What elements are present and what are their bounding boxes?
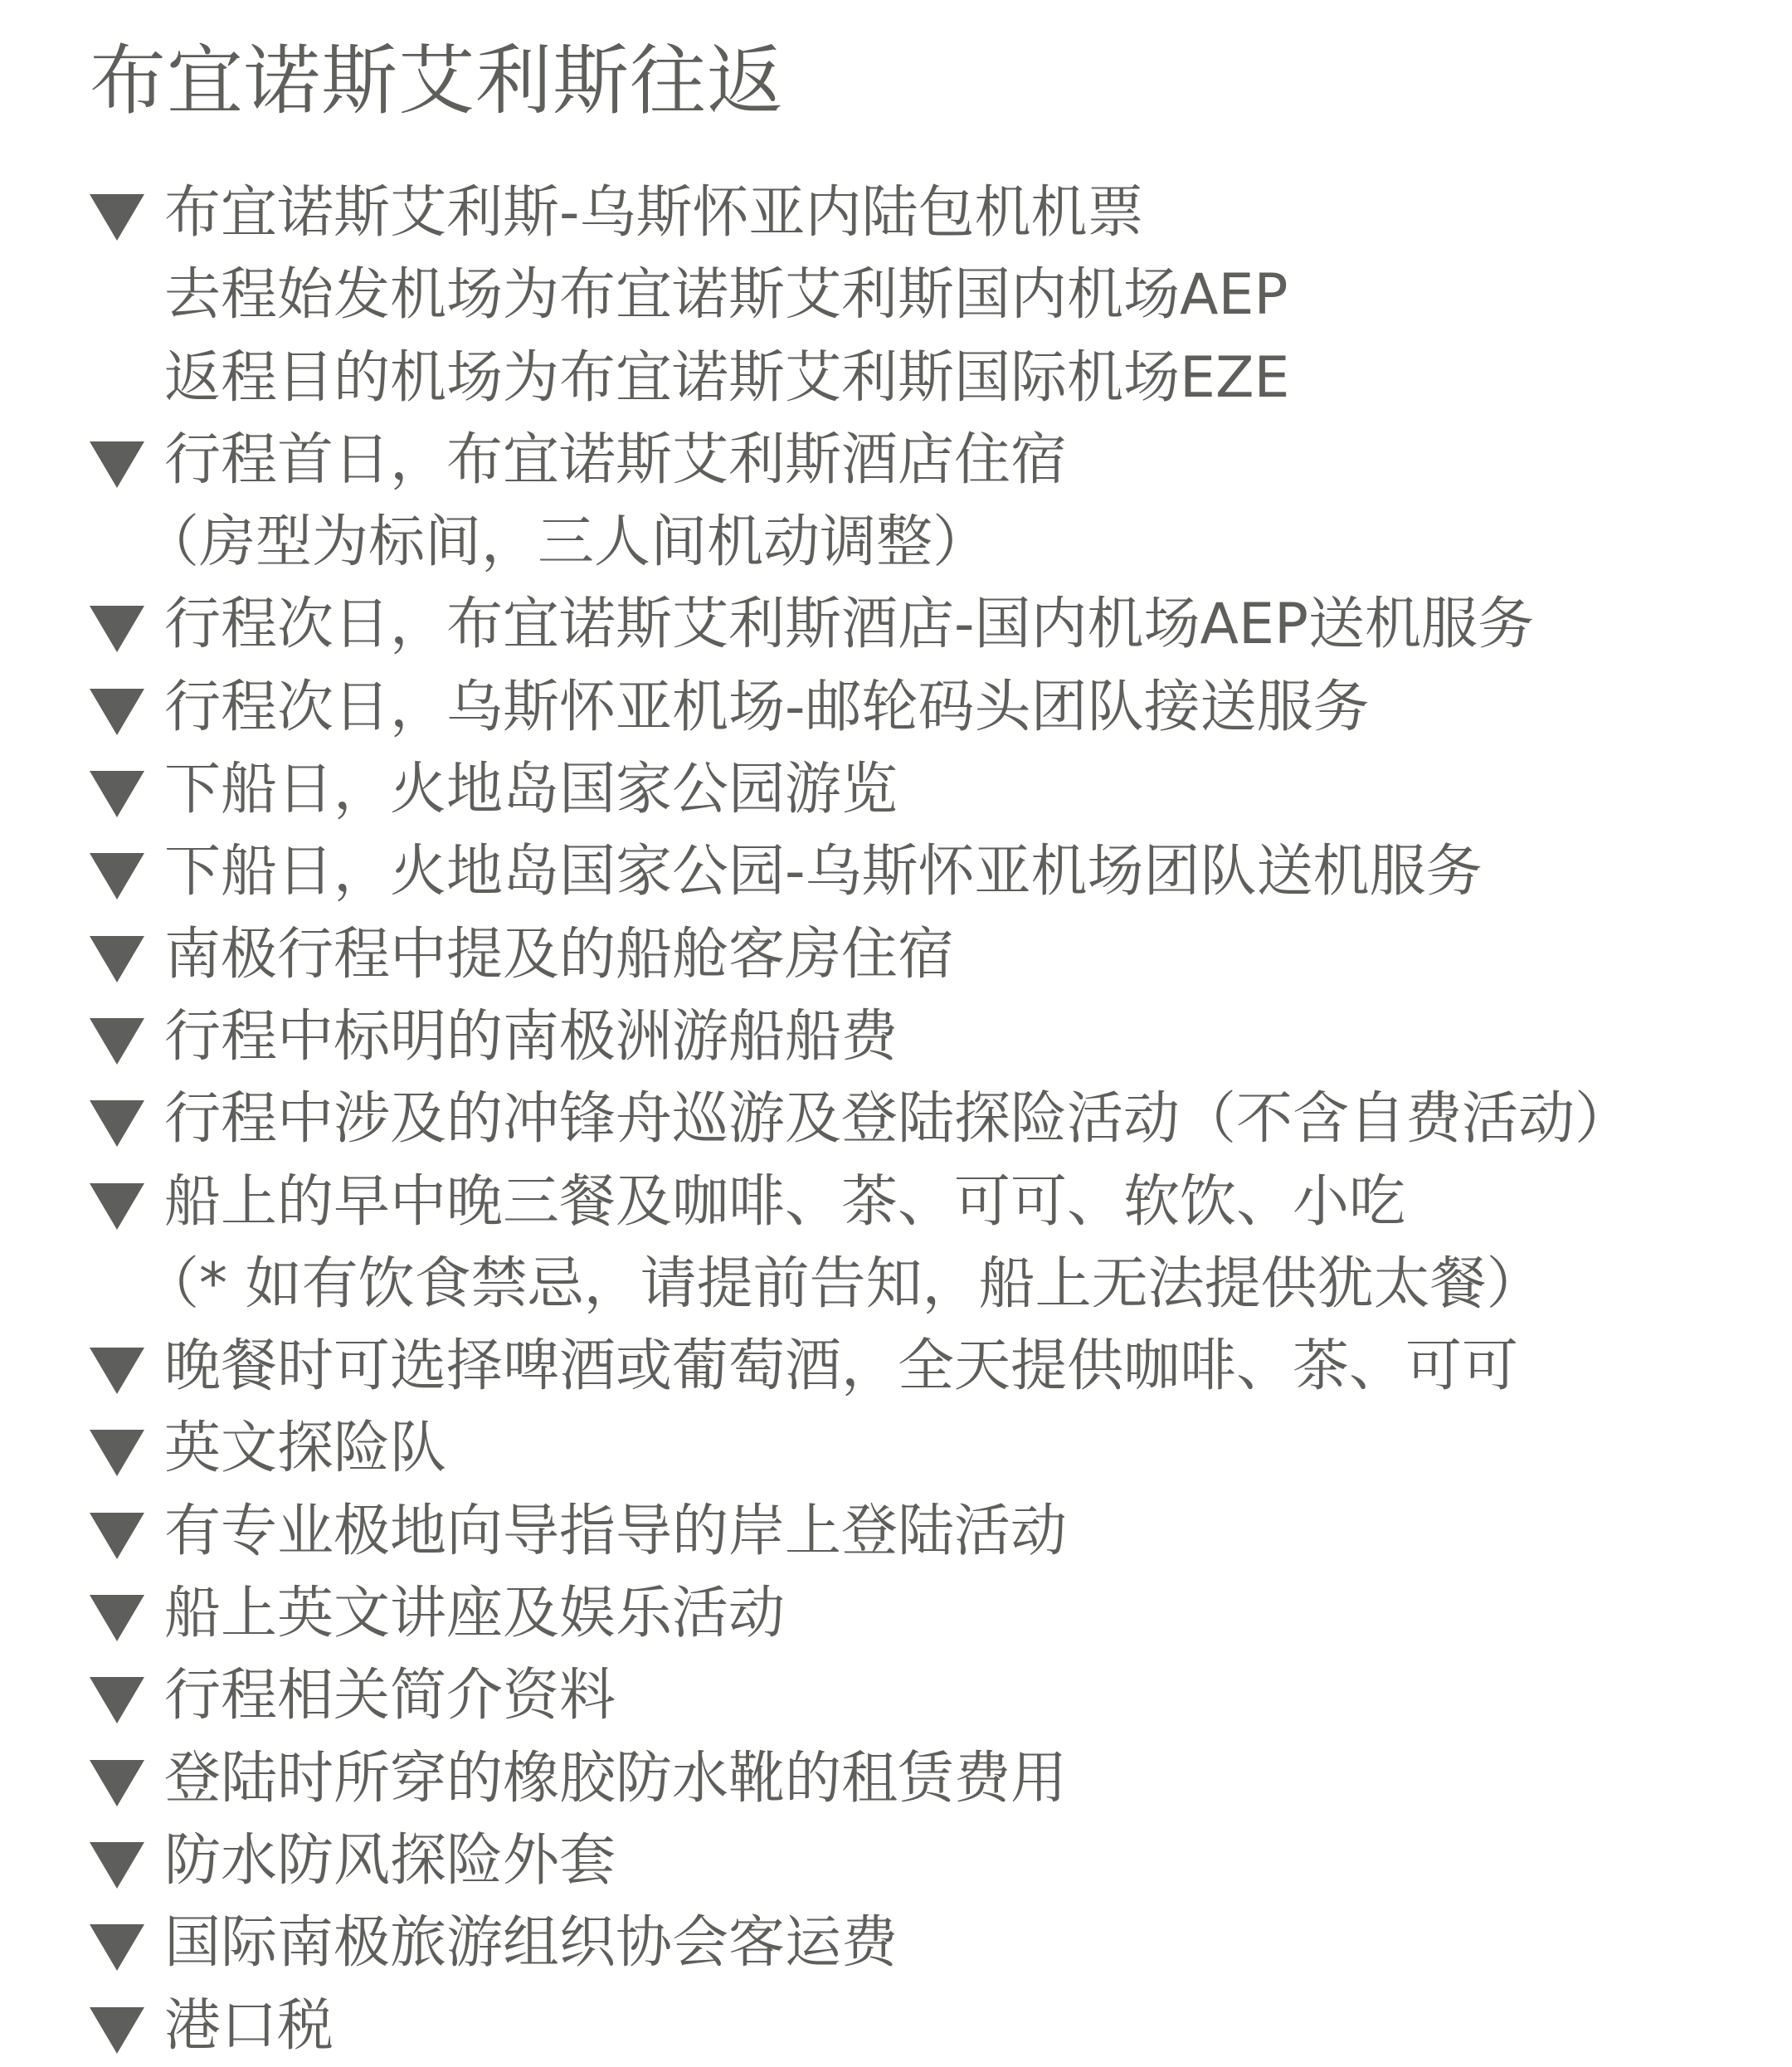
down-triangle-icon — [90, 936, 144, 982]
list-item-text: 下船日，火地岛国家公园游览 — [164, 757, 898, 823]
list-item — [0, 583, 1792, 665]
down-triangle-icon — [90, 441, 144, 488]
page-title: 布宜诺斯艾利斯往返 — [90, 37, 785, 125]
list-item-text: 船上英文讲座及娱乐活动 — [164, 1581, 786, 1647]
down-triangle-icon — [90, 1842, 144, 1889]
list-item — [0, 1325, 1792, 1407]
list-item — [0, 1738, 1792, 1820]
down-triangle-icon — [90, 1924, 144, 1971]
list-item — [0, 1902, 1792, 1984]
list-item-text: 登陆时所穿的橡胶防水靴的租赁费用 — [164, 1745, 1068, 1811]
list-item — [0, 1985, 1792, 2067]
list-item-note — [0, 1243, 1792, 1325]
down-triangle-icon — [90, 1430, 144, 1476]
list-item — [0, 172, 1792, 254]
list-item-text: 国际南极旅游组织协会客运费 — [164, 1910, 898, 1977]
list-item-detail — [0, 254, 1792, 336]
list-item — [0, 748, 1792, 831]
list-item-text: 行程中标明的南极洲游船船费 — [164, 1003, 898, 1070]
list-item — [0, 996, 1792, 1078]
list-item-text: 晚餐时可选择啤酒或葡萄酒，全天提供咖啡、茶、可可 — [164, 1333, 1519, 1400]
list-item — [0, 831, 1792, 913]
down-triangle-icon — [90, 1100, 144, 1147]
list-item — [0, 1572, 1792, 1655]
list-item — [0, 1820, 1792, 1902]
list-item-text: 行程中涉及的冲锋舟巡游及登陆探险活动（不含自费活动） — [164, 1086, 1632, 1153]
list-item-text: （房型为标间，三人间机动调整） — [143, 509, 990, 576]
list-item-text: 港口税 — [164, 1992, 334, 2059]
down-triangle-icon — [90, 1183, 144, 1230]
list-item — [0, 914, 1792, 996]
list-item-text: （* 如有饮食禁忌，请提前告知，船上无法提供犹太餐） — [143, 1250, 1543, 1317]
list-item-text: 行程首日，布宜诺斯艾利斯酒店住宿 — [164, 427, 1068, 493]
down-triangle-icon — [90, 853, 144, 899]
down-triangle-icon — [90, 689, 144, 735]
list-item — [0, 1490, 1792, 1572]
list-item-note — [0, 501, 1792, 583]
list-item-text: 行程次日，布宜诺斯艾利斯酒店-国内机场AEP送机服务 — [164, 592, 1535, 658]
down-triangle-icon — [90, 606, 144, 652]
inclusions-list — [0, 172, 1792, 2067]
list-item — [0, 1161, 1792, 1243]
list-item-text: 南极行程中提及的船舱客房住宿 — [164, 921, 955, 987]
list-item-detail — [0, 337, 1792, 419]
list-item-text: 下船日，火地岛国家公园-乌斯怀亚机场团队送机服务 — [164, 839, 1483, 905]
down-triangle-icon — [90, 1595, 144, 1641]
down-triangle-icon — [90, 1018, 144, 1065]
down-triangle-icon — [90, 1677, 144, 1723]
list-item — [0, 419, 1792, 501]
list-item-text: 行程相关简介资料 — [164, 1663, 616, 1729]
down-triangle-icon — [90, 1348, 144, 1394]
down-triangle-icon — [90, 2007, 144, 2054]
list-item-text: 行程次日，乌斯怀亚机场-邮轮码头团队接送服务 — [164, 674, 1370, 740]
list-item — [0, 666, 1792, 748]
list-item — [0, 1078, 1792, 1160]
down-triangle-icon — [90, 194, 144, 241]
list-item-text: 船上的早中晚三餐及咖啡、茶、可可、软饮、小吃 — [164, 1168, 1406, 1235]
down-triangle-icon — [90, 1760, 144, 1806]
down-triangle-icon — [90, 771, 144, 817]
list-item-text: 去程始发机场为布宜诺斯艾利斯国内机场AEP — [164, 262, 1288, 329]
list-item-text: 布宜诺斯艾利斯-乌斯怀亚内陆包机机票 — [164, 180, 1144, 246]
list-item-text: 返程目的机场为布宜诺斯艾利斯国际机场EZE — [164, 344, 1290, 411]
list-item-text: 有专业极地向导指导的岸上登陆活动 — [164, 1498, 1068, 1564]
list-item-text: 英文探险队 — [164, 1416, 447, 1482]
list-item-text: 防水防风探险外套 — [164, 1827, 616, 1894]
list-item — [0, 1655, 1792, 1737]
down-triangle-icon — [90, 1513, 144, 1559]
list-item — [0, 1407, 1792, 1489]
